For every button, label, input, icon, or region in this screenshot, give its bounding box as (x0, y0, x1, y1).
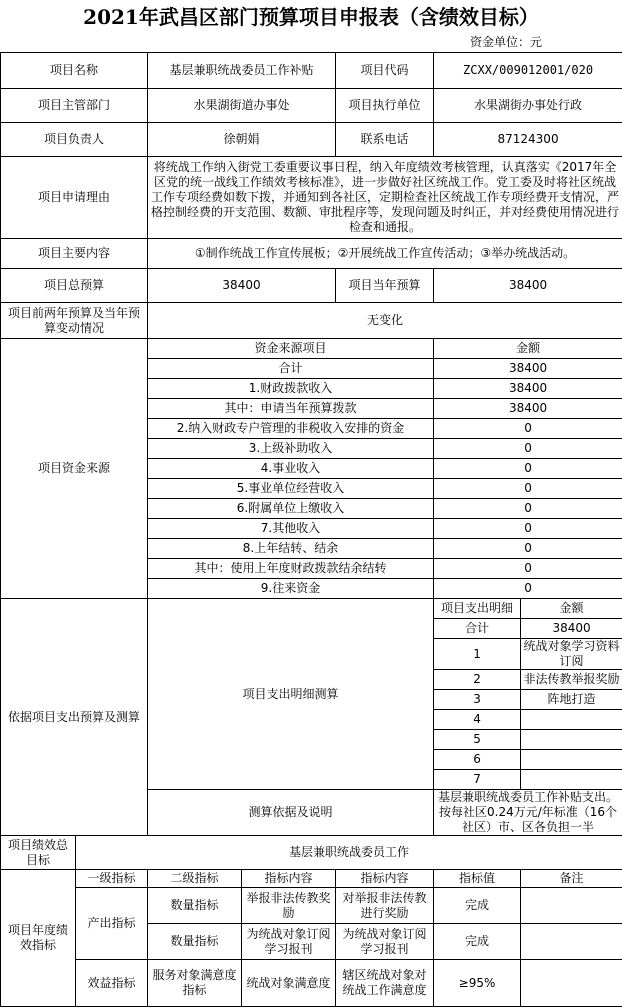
perf-note (521, 960, 622, 1007)
perf-content1: 统战对象满意度 (242, 960, 336, 1007)
funding-item: 1.财政拨款收入 (148, 379, 434, 399)
funding-item: 9.往来资金 (148, 579, 434, 599)
expense-no: 4 (434, 710, 521, 730)
perf-content2: 对举报非法传教进行奖励 (336, 888, 434, 924)
funding-amount: 0 (434, 459, 622, 479)
perf-row (1, 960, 622, 1007)
expense-text (521, 730, 622, 750)
funding-amount: 0 (434, 559, 622, 579)
reason-label: 项目申请理由 (1, 157, 148, 239)
currency-unit: 资金单位：元 (470, 33, 620, 51)
funding-amount: 0 (434, 519, 622, 539)
funding-amount: 0 (434, 419, 622, 439)
funding-amount: 0 (434, 579, 622, 599)
perf-content1: 举报非法传教奖励 (242, 888, 336, 924)
reason-value: 将统战工作纳入街党工委重要议事日程，纳入年度绩效考核管理，认真落实《2017年全区党的统一战线工作绩效考核标准》，进一步做好社区统战工作。党工委及时将社区统战工作专项经费如数下拨，并通知到各社区，定期检查社区统战工作专项经费开支情况，严格控制经费的开支范围、数额、审批程序等，发现问题及时纠正，并对经费使用情况进行检查和通报。 (148, 157, 622, 239)
project-code-value: ZCXX/009012001/020 (434, 53, 622, 89)
funding-head-amount: 金额 (434, 339, 622, 359)
project-name-label: 项目名称 (1, 53, 148, 89)
expense-text: 非法传教举报奖励 (521, 670, 622, 690)
funding-head-row (1, 339, 622, 359)
exec-unit-label: 项目执行单位 (336, 89, 434, 123)
dept-value: 水果湖街道办事处 (148, 89, 336, 123)
funding-amount: 0 (434, 479, 622, 499)
perf-row (1, 888, 622, 924)
funding-amount: 0 (434, 499, 622, 519)
perf-head-value: 指标值 (434, 870, 521, 888)
leader-label: 项目负责人 (1, 123, 148, 157)
perf-level2: 数量指标 (148, 888, 242, 924)
budget-change-value: 无变化 (148, 303, 622, 339)
expense-total-item: 合计 (434, 619, 521, 639)
content-value: ①制作统战工作宣传展板；②开展统战工作宣传活动；③举办统战活动。 (148, 239, 622, 269)
output-indicator-label: 产出指标 (76, 888, 148, 960)
year-budget-label: 项目当年预算 (336, 269, 434, 303)
expense-text (521, 710, 622, 730)
perf-value: 完成 (434, 888, 521, 924)
perf-value: 完成 (434, 924, 521, 960)
perf-content2: 为统战对象订阅学习报刊 (336, 924, 434, 960)
row-dept (1, 89, 622, 123)
funding-head-item: 资金来源项目 (148, 339, 434, 359)
funding-item: 合计 (148, 359, 434, 379)
expense-head-row (1, 599, 622, 619)
perf-head-content2: 指标内容 (336, 870, 434, 888)
perf-head-row (1, 870, 622, 888)
overall-goal-label: 项目绩效总目标 (1, 836, 76, 870)
form-title: 2021年武昌区部门预算项目申报表（含绩效目标） (0, 0, 622, 32)
expense-text (521, 770, 622, 790)
budget-form-sheet (0, 52, 622, 1007)
funding-amount: 0 (434, 539, 622, 559)
perf-note (521, 924, 622, 960)
funding-amount: 38400 (434, 399, 622, 419)
expense-no: 3 (434, 690, 521, 710)
row-leader (1, 123, 622, 157)
row-project-name (1, 53, 622, 89)
perf-content1: 为统战对象订阅学习报刊 (242, 924, 336, 960)
phone-value: 87124300 (434, 123, 622, 157)
expense-total-amount: 38400 (521, 619, 622, 639)
dept-label: 项目主管部门 (1, 89, 148, 123)
funding-item: 4.事业收入 (148, 459, 434, 479)
expense-section-label: 依据项目支出预算及测算 (1, 599, 148, 836)
perf-level2: 服务对象满意度指标 (148, 960, 242, 1007)
expense-no: 1 (434, 639, 521, 670)
benefit-indicator-label: 效益指标 (76, 960, 148, 1007)
funding-amount: 0 (434, 439, 622, 459)
annual-indicator-label: 项目年度绩效指标 (1, 870, 76, 1007)
year-budget-value: 38400 (434, 269, 622, 303)
row-budget (1, 269, 622, 303)
project-code-label: 项目代码 (336, 53, 434, 89)
funding-section-label: 项目资金来源 (1, 339, 148, 599)
funding-item: 8.上年结转、结余 (148, 539, 434, 559)
expense-basis-label: 测算依据及说明 (148, 790, 434, 836)
budget-change-label: 项目前两年预算及当年预算变动情况 (1, 303, 148, 339)
perf-head-level2: 二级指标 (148, 870, 242, 888)
funding-item: 5.事业单位经营收入 (148, 479, 434, 499)
funding-item: 3.上级补助收入 (148, 439, 434, 459)
row-content (1, 239, 622, 269)
expense-text (521, 750, 622, 770)
perf-head-content1: 指标内容 (242, 870, 336, 888)
expense-basis-value: 基层兼职统战委员工作补贴支出。按每社区0.24万元/年标准（16个社区）市、区各负担一半 (434, 790, 622, 836)
funding-item: 其中：申请当年预算拨款 (148, 399, 434, 419)
funding-amount: 38400 (434, 359, 622, 379)
project-name-value: 基层兼职统战委员工作补贴 (148, 53, 336, 89)
expense-detail-label: 项目支出明细测算 (148, 599, 434, 790)
budget-form-table (0, 52, 622, 1007)
funding-item: 6.附属单位上缴收入 (148, 499, 434, 519)
expense-text: 阵地打造 (521, 690, 622, 710)
overall-goal-row (1, 836, 622, 870)
funding-item: 2.纳入财政专户管理的非税收入安排的资金 (148, 419, 434, 439)
perf-note (521, 888, 622, 924)
expense-head-amount: 金额 (521, 599, 622, 619)
funding-item: 其中：使用上年度财政拨款结余结转 (148, 559, 434, 579)
perf-head-level1: 一级指标 (76, 870, 148, 888)
phone-label: 联系电话 (336, 123, 434, 157)
funding-item: 7.其他收入 (148, 519, 434, 539)
expense-no: 7 (434, 770, 521, 790)
total-budget-value: 38400 (148, 269, 336, 303)
perf-content2: 辖区统战对象对统战工作满意度 (336, 960, 434, 1007)
expense-no: 6 (434, 750, 521, 770)
expense-no: 5 (434, 730, 521, 750)
funding-amount: 38400 (434, 379, 622, 399)
leader-value: 徐朝娟 (148, 123, 336, 157)
overall-goal-value: 基层兼职统战委员工作 (76, 836, 622, 870)
expense-text: 统战对象学习资料订阅 (521, 639, 622, 670)
perf-value: ≥95% (434, 960, 521, 1007)
expense-head-item: 项目支出明细 (434, 599, 521, 619)
content-label: 项目主要内容 (1, 239, 148, 269)
row-reason (1, 157, 622, 239)
total-budget-label: 项目总预算 (1, 269, 148, 303)
perf-level2: 数量指标 (148, 924, 242, 960)
row-budget-change (1, 303, 622, 339)
expense-no: 2 (434, 670, 521, 690)
perf-head-note: 备注 (521, 870, 622, 888)
exec-unit-value: 水果湖街办事处行政 (434, 89, 622, 123)
